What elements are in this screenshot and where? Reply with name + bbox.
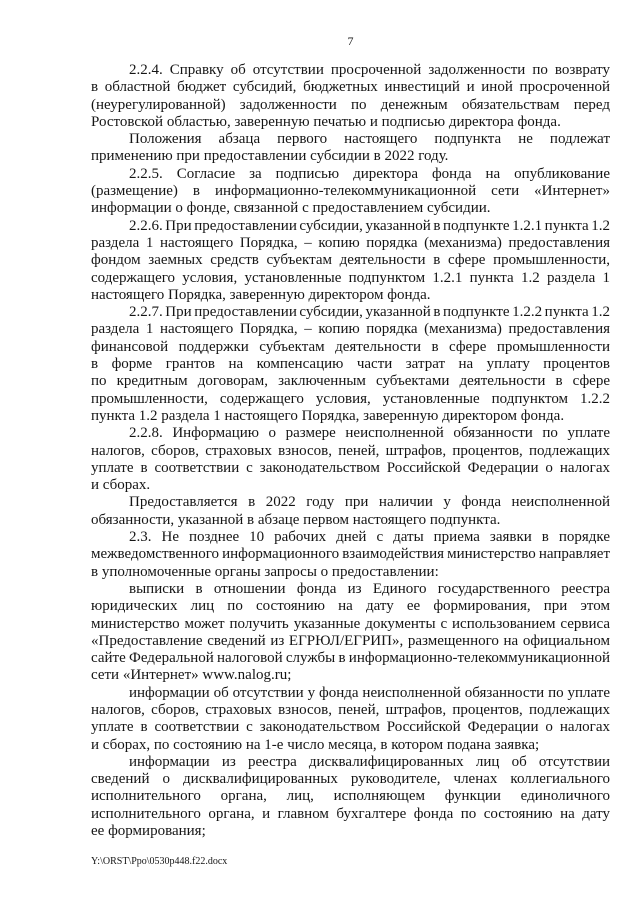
text-line: пункта 1.2 раздела 1 настоящего Порядка, заверенную директором фонда. [91,407,565,424]
text-line: исполнительного органа, лиц, исполняющем функции единоличного [91,788,610,805]
paragraph [91,62,610,131]
paragraph [91,218,610,304]
text-line: 2.3. Не позднее 10 рабочих дней с даты приема заявки в порядке [129,529,610,546]
paragraph [91,131,610,166]
text-line: юридических лиц по состоянию на дату ее формирования, при этом [91,598,610,615]
text-line: налогов, сборов, страховых взносов, пеней, штрафов, процентов, подлежащих [91,701,610,718]
text-line: в форме грантов на компенсацию части затрат на уплату процентов [91,356,610,373]
text-line: в уполномоченные органы запросы о предоставлении: [91,563,439,580]
text-line: Ростовской областью, заверенную печатью и подписью директора фонда. [91,113,561,130]
text-line: информации из реестра дисквалифицированных лиц об отсутствии [129,753,610,770]
text-line: фондом заемных средств субъектам деятельности в сфере промышленности, [91,252,610,269]
text-line: сайте Федеральной налоговой службы в информационно-телекоммуникационной [91,650,610,667]
text-line: ее формирования; [91,823,206,840]
text-line: 2.2.6. При предоставлении субсидии, указанной в подпункте 1.2.1 пункта 1.2 [129,217,610,234]
text-line: содержащего условия, установленные подпунктом 1.2.1 пункта 1.2 раздела 1 [91,269,610,286]
paragraph [91,304,610,425]
text-line: информации о фонде, связанной с предоставлением субсидии. [91,200,491,217]
text-line: раздела 1 настоящего Порядка, – копию порядка (механизма) предоставления [91,234,610,251]
paragraph [91,494,610,529]
text-line: 2.2.8. Информацию о размере неисполненной обязанности по уплате [129,425,610,442]
text-line: обязанности, указанной в абзаце первом настоящего подпункта. [91,511,501,528]
text-line: исполнительного органа, и главном бухгалтере фонда по состоянию на дату [91,805,610,822]
text-line: сведений о дисквалифицированных руководителе, членах коллегиального [91,771,610,788]
text-line: настоящего Порядка, заверенную директором фонда. [91,286,431,303]
text-line: министерство может получить указанные документы с использованием сервиса [91,615,610,632]
text-line: Положения абзаца первого настоящего подпункта не подлежат [129,131,610,148]
file-path-footer: Y:\ORST\Ppo\0530p448.f22.docx [91,856,228,867]
paragraph [91,529,610,581]
text-line: информации об отсутствии у фонда неисполненной обязанности по уплате [129,684,610,701]
text-line: выписки в отношении фонда из Единого государственного реестра [129,580,610,597]
paragraph [91,425,610,494]
document-body [91,62,610,840]
text-line: 2.2.4. Справку об отсутствии просроченной задолженности по возврату [129,62,610,78]
paragraph [91,581,610,685]
text-line: раздела 1 настоящего Порядка, – копию порядка (механизма) предоставления [91,321,610,338]
text-line: в областной бюджет субсидий, бюджетных инвестиций и иной просроченной [91,79,610,96]
page-number: 7 [347,34,354,48]
text-line: уплате в соответствии с законодательством Российской Федерации о налогах [91,459,610,476]
text-line: промышленности, содержащего условия, установленные подпунктом 1.2.2 [91,390,610,407]
text-line: и сборах. [91,477,151,494]
text-line: 2.2.5. Согласие за подписью директора фонда на опубликование [129,165,610,182]
text-line: применению при предоставлении субсидии в 2022 году. [91,148,449,165]
text-line: (неурегулированной) задолженности по денежным обязательствам перед [91,96,610,113]
text-line: Предоставляется в 2022 году при наличии у фонда неисполненной [129,494,610,511]
text-line: и сборах, по состоянию на 1-е число месяца, в котором подана заявка; [91,736,540,753]
paragraph [91,754,610,840]
text-line: «Предоставление сведений из ЕГРЮЛ/ЕГРИП», размещенного на официальном [91,632,610,649]
text-line: межведомственного информационного взаимодействия министерство направляет [91,546,610,563]
paragraph [91,166,610,218]
paragraph [91,685,610,754]
text-line: уплате в соответствии с законодательством Российской Федерации о налогах [91,719,610,736]
text-line: (размещение) в информационно-телекоммуникационной сети «Интернет» [91,183,610,200]
text-line: налогов, сборов, страховых взносов, пеней, штрафов, процентов, подлежащих [91,442,610,459]
text-line: финансовой поддержки субъектам деятельности в сфере промышленности [91,338,610,355]
text-line: 2.2.7. При предоставлении субсидии, указанной в подпункте 1.2.2 пункта 1.2 [129,304,610,321]
text-line: сети «Интернет» www.nalog.ru; [91,667,292,684]
text-line: по кредитным договорам, заключенным субъектами деятельности в сфере [91,373,610,390]
